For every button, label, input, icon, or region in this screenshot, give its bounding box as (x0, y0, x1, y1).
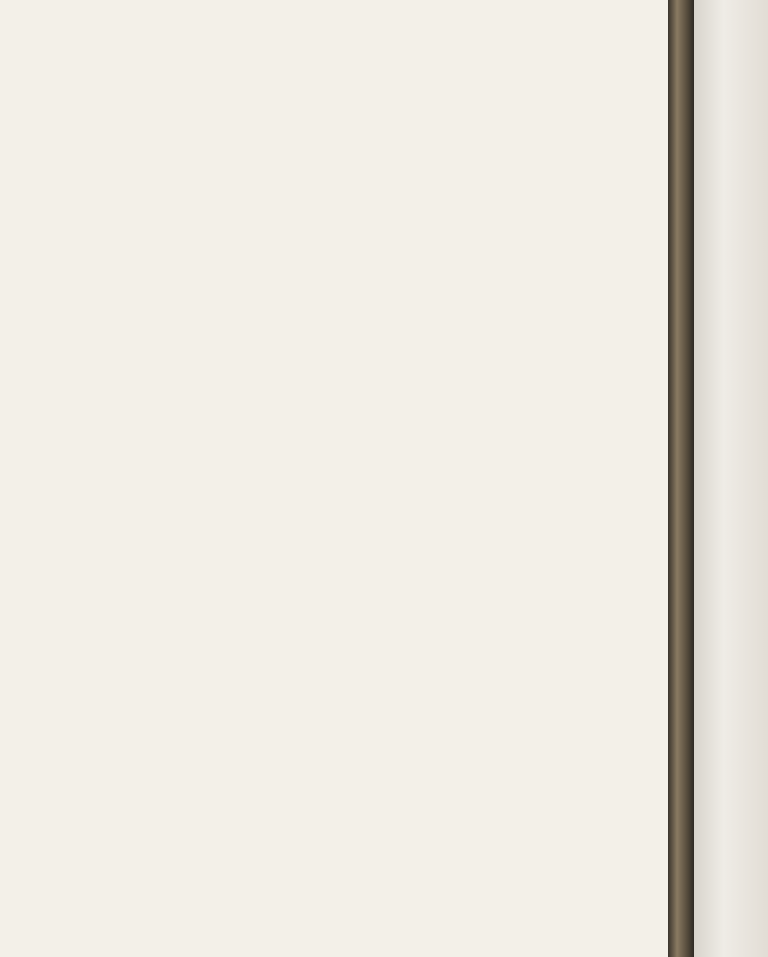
book-page-edge (694, 0, 768, 957)
book-spine (668, 0, 694, 957)
table-of-contents (72, 24, 620, 40)
